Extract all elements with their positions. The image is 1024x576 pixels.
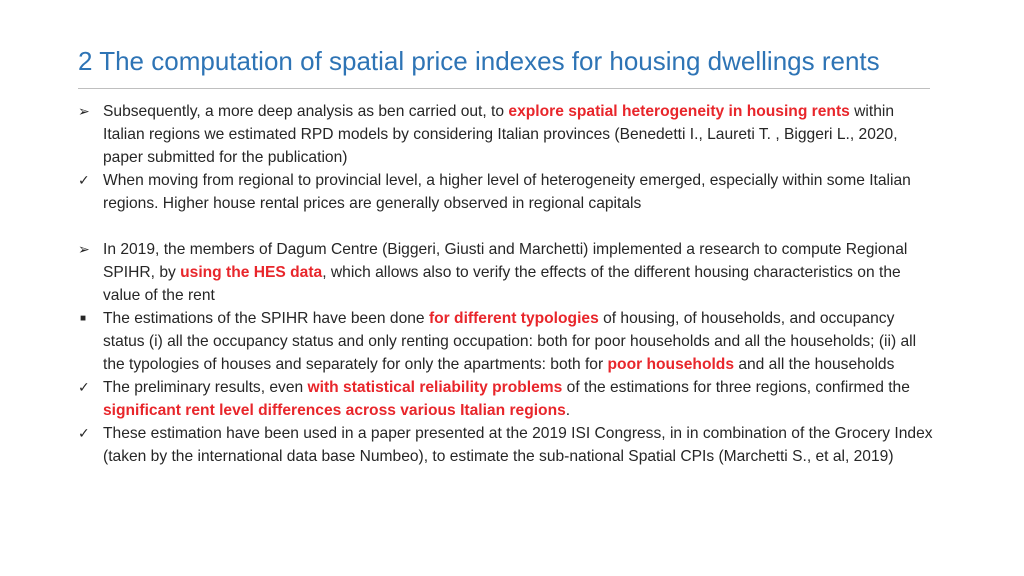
bullet-item-4: [78, 307, 936, 376]
arrow-bullet-icon: ➢: [78, 103, 90, 119]
bullet-text: In 2019, the members of Dagum Centre (Biggeri, Giusti and Marchetti) implemented a research to compute Regional SPIHR, by using the HES data, which allows also to verify the effects of the different housing characteristics on the value of the rent: [103, 241, 908, 304]
title-divider: [78, 88, 930, 89]
bullet-text: The preliminary results, even with statistical reliability problems of the estimations for three regions, confirmed the significant rent level differences across various Italian regions.: [103, 379, 910, 419]
bullet-text: The estimations of the SPIHR have been done for different typologies of housing, of households, and occupancy status (i) all the occupancy status and only renting occupation: both for poor households and all the households; (ii) all the typologies of houses and separately for only the apartments: both for poor households and all the households: [103, 310, 917, 373]
check-bullet-icon: ✓: [78, 425, 90, 441]
slide-title: 2 The computation of spatial price indexes for housing dwellings rents: [78, 46, 880, 76]
bullet-text: Subsequently, a more deep analysis as ben carried out, to explore spatial heterogeneity in housing rents within Italian regions we estimated RPD models by considering Italian provinces (Benedetti I., Laureti T. , Biggeri L., 2020, paper submitted for the publication): [103, 103, 898, 166]
check-bullet-icon: ✓: [78, 379, 90, 395]
square-bullet-icon: ■: [80, 313, 87, 324]
highlight-text: for different typologies: [428, 310, 599, 327]
highlight-text: explore spatial heterogeneity in housing rents: [508, 103, 850, 120]
bullet-item-3: [78, 238, 936, 307]
bullet-item-6: [78, 422, 936, 468]
bullet-text: When moving from regional to provincial level, a higher level of heterogeneity emerged, especially within some Italian regions. Higher house rental prices are generally observed in regional capitals: [103, 172, 911, 212]
bullet-text: These estimation have been used in a paper presented at the 2019 ISI Congress, in in combination of the Grocery Index (taken by the international data base Numbeo), to estimate the sub-national Spatial CPIs (Marchetti S., et al, 2019): [103, 425, 933, 465]
arrow-bullet-icon: ➢: [78, 241, 90, 257]
highlight-text: significant rent level differences across various Italian regions: [103, 402, 566, 419]
bullet-item-2: [78, 169, 936, 215]
highlight-text: poor households: [607, 356, 734, 373]
highlight-text: using the HES data: [180, 264, 323, 281]
bullet-list: [78, 100, 936, 468]
bullet-item-5: [78, 376, 936, 422]
check-bullet-icon: ✓: [78, 172, 90, 188]
bullet-item-1: [78, 100, 936, 169]
highlight-text: with statistical reliability problems: [307, 379, 563, 396]
spacer: [78, 215, 936, 238]
